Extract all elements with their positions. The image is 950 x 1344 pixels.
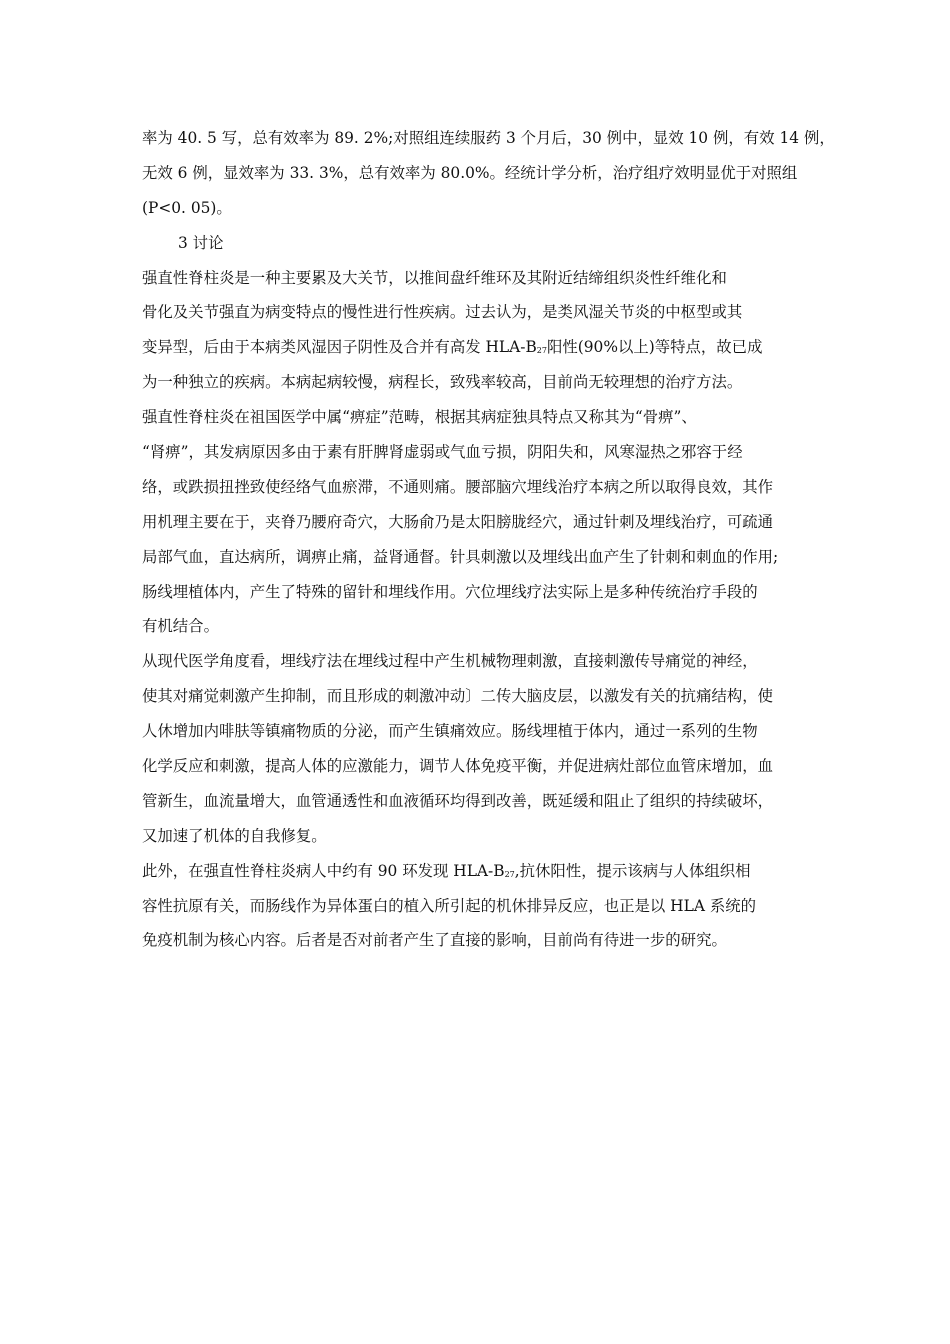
text-line: 人休增加内啡肤等镇痛物质的分泌，而产生镇痛效应。肠线埋植于体内，通过一系列的生物 — [142, 722, 758, 741]
text-line-with-subscript — [142, 854, 812, 889]
text-segment: 此外，在强直性脊柱炎病人中约有 90 环发现 HLA-B — [142, 861, 505, 880]
text-line: 容性抗原有关，而肠线作为异体蛋白的植入所引起的机休排异反应，也正是以 HLA 系统的 — [142, 896, 756, 915]
text-segment: 变异型，后由于本病类风湿因子阴性及合并有高发 HLA-B — [142, 338, 537, 357]
text-line: “肾痹”，其发病原因多由于素有肝脾肾虚弱或气血亏损，阴阳失和，风寒湿热之邪容于经 — [142, 443, 743, 462]
subscript: 27 — [536, 346, 547, 356]
discussion-paragraph-4 — [142, 854, 812, 959]
text-segment: ,抗休阳性，提示该病与人体组织相 — [514, 861, 751, 880]
results-paragraph — [142, 121, 835, 226]
text-line: 又加速了机体的自我修复。 — [142, 826, 327, 845]
document-body — [142, 121, 835, 958]
section-heading: 3 讨论 — [178, 233, 224, 252]
text-line: 从现代医学角度看，埋线疗法在埋线过程中产生机械物理刺激，直接刺激传导痛觉的神经， — [142, 652, 758, 671]
discussion-paragraph-2 — [142, 400, 812, 644]
text-line: 局部气血，直达病所，调痹止痛，益肾通督。针具刺激以及埋线出血产生了针刺和刺血的作用; — [142, 547, 779, 566]
text-line: 使其对痛觉刺激产生抑制，而且形成的刺激冲动〕二传大脑皮层，以激发有关的抗痛结构，使 — [142, 687, 774, 706]
text-line-with-subscript — [142, 330, 812, 365]
text-line: 率为 40. 5 写，总有效率为 89. 2%;对照组连续服药 3 个月后，30 例中，显效 10 例，有效 14 例， — [142, 129, 835, 147]
text-line: 管新生，血流量增大，血管通透性和血液循环均得到改善，既延缓和阻止了组织的持续破坏， — [142, 791, 774, 810]
text-line: 免疫机制为核心内容。后者是否对前者产生了直接的影响，目前尚有待进一步的研究。 — [142, 931, 727, 950]
text-line: 强直性脊柱炎是一种主要累及大关节，以推间盘纤维环及其附近结缔组织炎性纤维化和 — [142, 268, 727, 287]
text-segment: 阳性(90%以上)等特点，故已成 — [546, 338, 763, 357]
text-line: 为一种独立的疾病。本病起病较慢，病程长，致残率较高，目前尚无较理想的治疗方法。 — [142, 373, 743, 392]
text-line: 无效 6 例，显效率为 33. 3%，总有效率为 80.0%。经统计学分析，治疗组疗效明显优于对照组 — [142, 163, 798, 182]
discussion-paragraph-1 — [142, 261, 812, 401]
text-line: 用机理主要在于，夹脊乃腰府奇穴，大肠俞乃是太阳膀胧经穴，通过针刺及埋线治疗，可疏通 — [142, 512, 774, 531]
text-line: (P<0. 05)。 — [142, 198, 232, 217]
text-line: 肠线埋植体内，产生了特殊的留针和埋线作用。穴位埋线疗法实际上是多种传统治疗手段的 — [142, 582, 758, 601]
text-line: 络，或跌损扭挫致使经络气血瘀滞，不通则痛。腰部脑穴埋线治疗本病之所以取得良效，其作 — [142, 477, 774, 496]
discussion-paragraph-3 — [142, 644, 812, 853]
subscript: 27 — [504, 869, 515, 879]
text-line: 强直性脊柱炎在祖国医学中属“痹症”范畴，根据其病症独具特点又称其为“骨痹”、 — [142, 408, 697, 427]
text-line: 有机结合。 — [142, 617, 219, 636]
text-line: 骨化及关节强直为病变特点的慢性进行性疾病。过去认为，是类风湿关节炎的中枢型或其 — [142, 303, 743, 322]
text-line: 化学反应和刺激，提高人体的应激能力，调节人体免疫平衡，并促进病灶部位血管床增加，血 — [142, 757, 774, 776]
